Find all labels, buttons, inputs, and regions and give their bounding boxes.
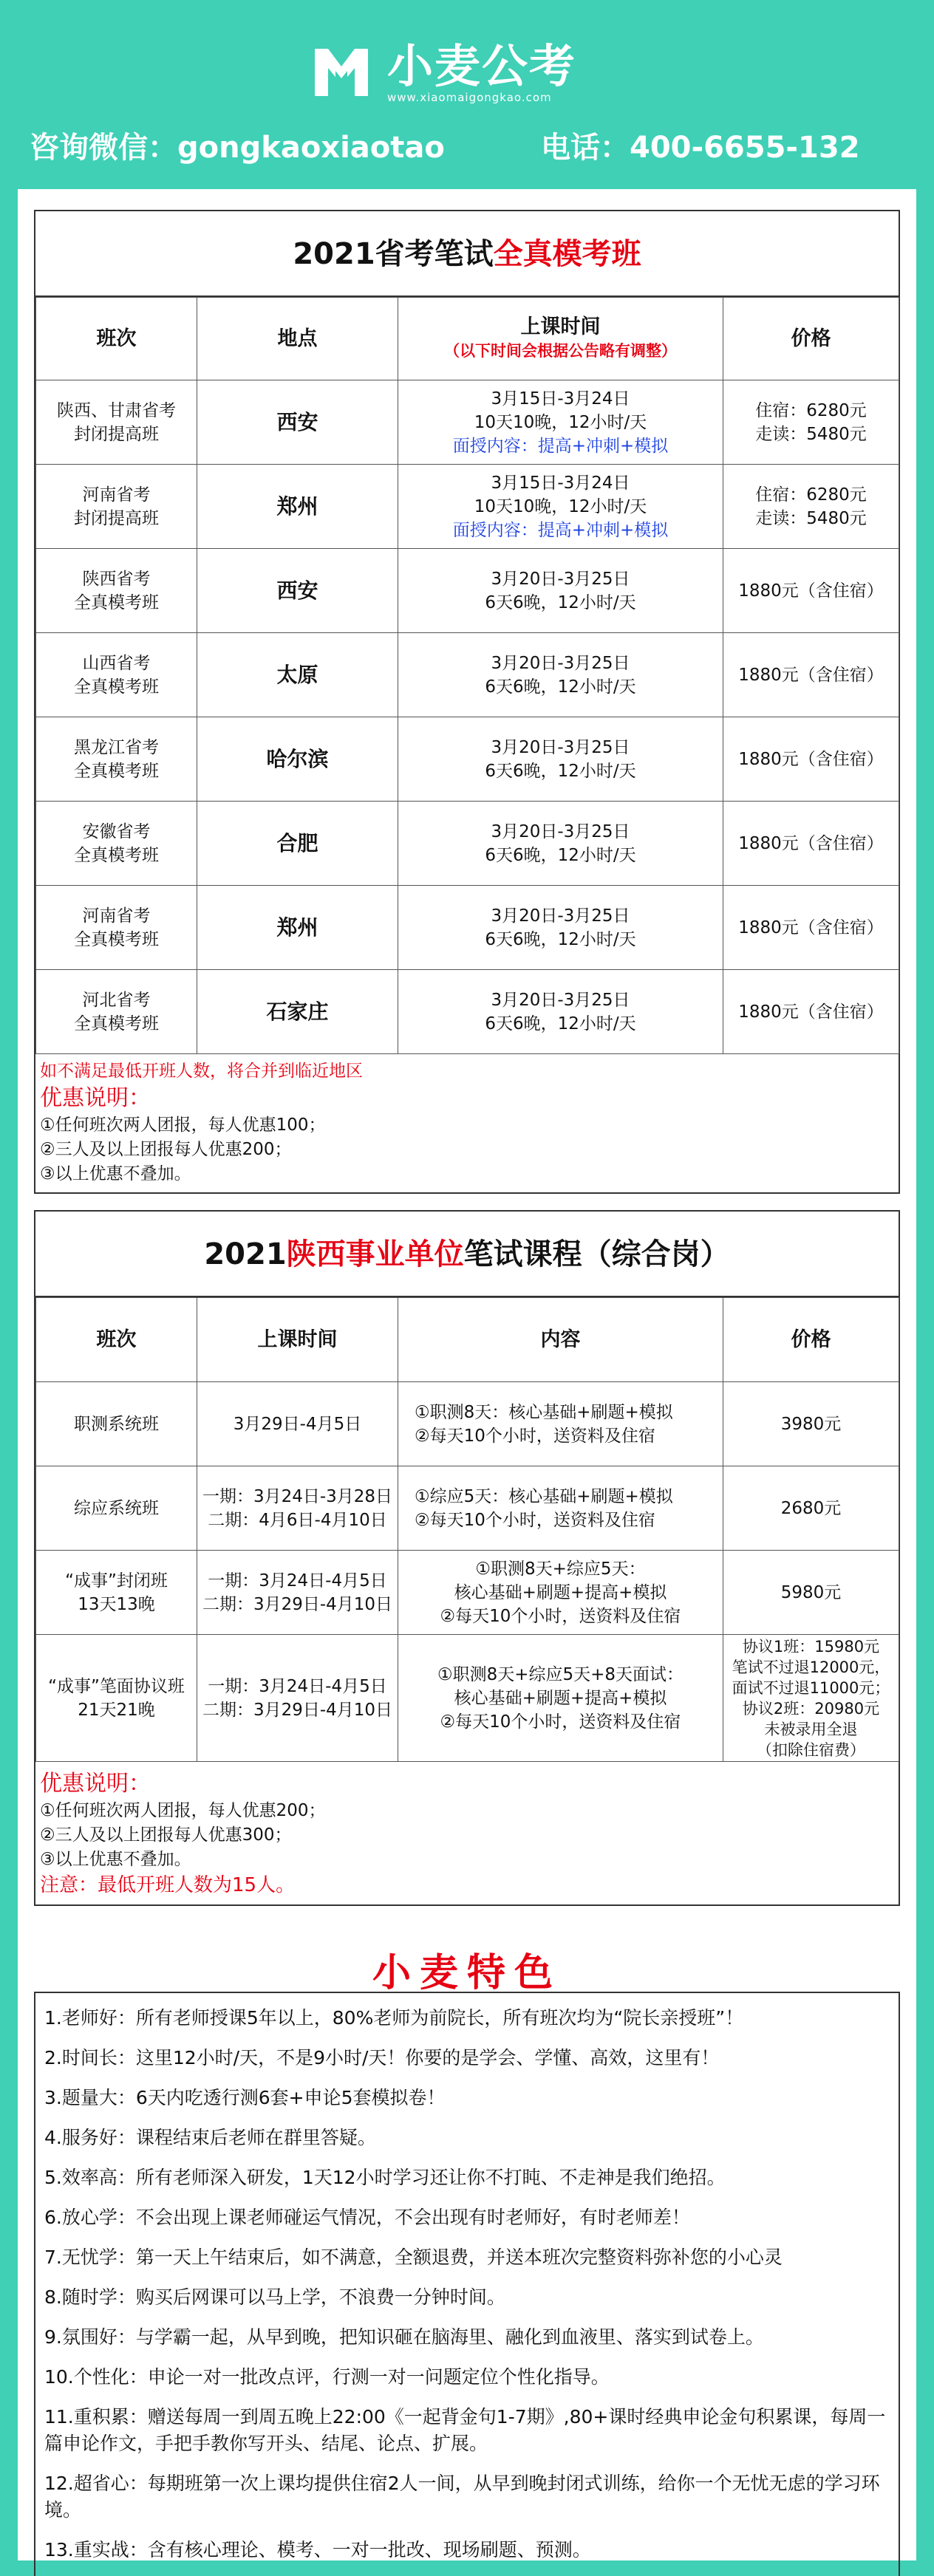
table-cell <box>398 970 723 1054</box>
text-line: 河南省考 <box>82 906 151 926</box>
text-line: 黑龙江省考 <box>74 737 159 757</box>
text-line: 全真模考班 <box>74 677 159 697</box>
text-line: 未被录用全退 <box>764 1720 858 1738</box>
table-cell <box>398 1635 723 1762</box>
text-line: ①职测8天+综应5天： <box>475 1559 646 1579</box>
text-line: 13天13晚 <box>78 1594 155 1614</box>
discount-item: ②三人及以上团报每人优惠300； <box>40 1825 292 1845</box>
table-header-row <box>36 1298 899 1382</box>
table-row <box>36 886 899 970</box>
table-cell <box>36 380 197 465</box>
text-line: 面授内容：提高+冲刺+模拟 <box>452 520 669 540</box>
content-sheet <box>18 189 916 2560</box>
text-line: 3月20日-3月25日 <box>491 990 630 1010</box>
text-line: 6天6晚，12小时/天 <box>485 929 636 949</box>
table-cell: 3980元 <box>723 1382 899 1466</box>
text-line: ②每天10个小时，送资料及住宿 <box>415 1426 655 1446</box>
text-line: 协议2班：20980元 <box>742 1699 880 1718</box>
text-line: 山西省考 <box>82 653 151 673</box>
features-title: 小麦特色 <box>372 1951 562 1995</box>
table-cell: 综应系统班 <box>36 1466 197 1551</box>
phone-contact: 电话：400-6655-132 <box>541 131 860 165</box>
table-cell: 职测系统班 <box>36 1382 197 1466</box>
feature-item: 1.老师好：所有老师授课5年以上，80%老师为前院长，所有班次均为“院长亲授班”！ <box>44 2007 744 2029</box>
table-cell: 太原 <box>197 633 398 717</box>
table-header-row <box>36 298 899 380</box>
text-line: 封闭提高班 <box>74 424 159 444</box>
discount-title: 优惠说明： <box>40 1771 151 1797</box>
text-line: 一期：3月24日-4月5日 <box>208 1571 387 1591</box>
table-cell <box>398 886 723 970</box>
text-line: 3月20日-3月25日 <box>491 569 630 589</box>
text-line: 全真模考班 <box>74 929 159 949</box>
table-row <box>36 1382 899 1466</box>
discount-item: ②三人及以上团报每人优惠200； <box>40 1140 292 1159</box>
table-cell <box>36 1635 197 1762</box>
text-line: 一期：3月24日-4月5日 <box>208 1676 387 1696</box>
mock-class-title <box>35 211 899 297</box>
table-cell <box>36 802 197 886</box>
table-cell <box>398 1382 723 1466</box>
text-line: 面试不过退11000元； <box>732 1678 890 1697</box>
table-cell <box>723 1635 899 1762</box>
text-line: 陕西省考 <box>82 569 151 589</box>
text-line: ②每天10个小时，送资料及住宿 <box>440 1712 681 1732</box>
text-line: 3月15日-3月24日 <box>491 473 630 493</box>
text-line: （扣除住宿费） <box>757 1740 865 1759</box>
feature-item: 13.重实战：含有核心理论、模考、一对一批改、现场刷题、预测。 <box>44 2539 591 2560</box>
table-cell <box>398 717 723 802</box>
table-cell <box>197 1466 398 1551</box>
table-cell <box>398 1466 723 1551</box>
feature-item: 8.随时学：购买后网课可以马上学，不浪费一分钟时间。 <box>44 2286 505 2308</box>
text-line: 6天6晚，12小时/天 <box>485 677 636 697</box>
text-line: “成事”封闭班 <box>65 1571 168 1591</box>
table-row <box>36 1551 899 1635</box>
table-cell: 1880元（含住宿） <box>723 886 899 970</box>
discount-item: ③以上优惠不叠加。 <box>40 1850 191 1869</box>
min-class-warning: 注意：最低开班人数为15人。 <box>40 1874 296 1896</box>
feature-item: 3.题量大：6天内吃透行测6套+申论5套模拟卷！ <box>44 2087 446 2108</box>
text-line: ①职测8天+综应5天+8天面试： <box>437 1664 684 1684</box>
table-cell: 2680元 <box>723 1466 899 1551</box>
merge-warning: 如不满足最低开班人数，将合并到临近地区 <box>40 1062 363 1081</box>
table-cell <box>398 802 723 886</box>
shaanxi-section <box>34 1210 900 1906</box>
text-line: 3月20日-3月25日 <box>491 737 630 757</box>
table-row <box>36 465 899 549</box>
text-line: ①职测8天：核心基础+刷题+模拟 <box>415 1402 673 1422</box>
table-cell <box>36 633 197 717</box>
table-cell <box>36 465 197 549</box>
feature-item: 4.服务好：课程结束后老师在群里答疑。 <box>44 2127 376 2148</box>
text-line: 2021 <box>204 1237 287 1271</box>
table-cell <box>36 1551 197 1635</box>
wheat-logo-icon <box>310 41 372 103</box>
text-line: “成事”笔面协议班 <box>48 1676 185 1696</box>
table-cell <box>197 1551 398 1635</box>
table-cell <box>398 1551 723 1635</box>
mock-class-table <box>35 297 899 1054</box>
feature-item: 5.效率高：所有老师深入研发，1天12小时学习还让你不打盹、不走神是我们绝招。 <box>44 2167 726 2188</box>
text-line: 21天21晚 <box>78 1700 155 1720</box>
text-line: 10天10晚，12小时/天 <box>474 496 647 516</box>
table-cell <box>398 380 723 465</box>
table-cell: 3月29日-4月5日 <box>197 1382 398 1466</box>
text-line: 10天10晚，12小时/天 <box>474 412 647 432</box>
table-cell: 西安 <box>197 380 398 465</box>
text-line: 住宿：6280元 <box>755 400 867 420</box>
text-line: 核心基础+刷题+提高+模拟 <box>454 1582 667 1602</box>
col-price: 价格 <box>723 298 899 380</box>
table-row <box>36 717 899 802</box>
text-line: 全真模考班 <box>74 845 159 865</box>
text-line: 全真模考班 <box>74 761 159 781</box>
discount-item: ③以上优惠不叠加。 <box>40 1164 191 1183</box>
text-line: ②每天10个小时，送资料及住宿 <box>415 1510 655 1530</box>
text-line: 6天6晚，12小时/天 <box>485 761 636 781</box>
table-cell <box>197 1635 398 1762</box>
table-cell: 1880元（含住宿） <box>723 633 899 717</box>
feature-item: 10.个性化：申论一对一批改点评，行测一对一问题定位个性化指导。 <box>44 2366 610 2388</box>
page-header <box>0 0 934 192</box>
column-header: 内容 <box>398 1298 723 1382</box>
text-line: 河北省考 <box>82 990 151 1010</box>
table-cell <box>398 633 723 717</box>
text-line: ①综应5天：核心基础+刷题+模拟 <box>415 1486 673 1506</box>
shaanxi-table <box>35 1297 899 1762</box>
feature-item: 6.放心学：不会出现上课老师碰运气情况，不会出现有时老师好，有时老师差！ <box>44 2207 690 2228</box>
table-cell: 1880元（含住宿） <box>723 970 899 1054</box>
table-row <box>36 380 899 465</box>
table-cell <box>36 717 197 802</box>
table-cell: 西安 <box>197 549 398 633</box>
table-cell <box>398 549 723 633</box>
brand-name: 小麦公考 <box>387 39 577 93</box>
table-row <box>36 633 899 717</box>
wechat-contact: 咨询微信：gongkaoxiaotao <box>30 131 445 165</box>
table-cell: 郑州 <box>197 465 398 549</box>
text-line: 二期：4月6日-4月10日 <box>208 1510 387 1530</box>
table-cell: 郑州 <box>197 886 398 970</box>
feature-item: 2.时间长：这里12小时/天，不是9小时/天！你要的是学会、学懂、高效，这里有！ <box>44 2047 720 2068</box>
text-line: 二期：3月29日-4月10日 <box>202 1700 393 1720</box>
table-row <box>36 1635 899 1762</box>
text-line: 陕西、甘肃省考 <box>57 400 176 420</box>
table-cell: 5980元 <box>723 1551 899 1635</box>
time-note: （以下时间会根据公告略有调整） <box>444 341 677 360</box>
text-line: 二期：3月29日-4月10日 <box>202 1594 393 1614</box>
column-header: 上课时间 <box>197 1298 398 1382</box>
feature-item: 7.无忧学：第一天上午结束后，如不满意，全额退费，并送本班次完整资料弥补您的小心灵 <box>44 2247 783 2268</box>
table-cell: 1880元（含住宿） <box>723 549 899 633</box>
text-line: 协议1班：15980元 <box>742 1637 880 1656</box>
shaanxi-notes <box>35 1762 899 1904</box>
text-line: 封闭提高班 <box>74 508 159 528</box>
text-line: 上课时间 <box>520 315 601 338</box>
mock-class-section <box>34 210 900 1194</box>
text-line: 河南省考 <box>82 485 151 505</box>
brand-url: www.xiaomaigongkao.com <box>387 91 552 104</box>
table-cell: 哈尔滨 <box>197 717 398 802</box>
text-line: 3月15日-3月24日 <box>491 389 630 409</box>
text-line: 陕西事业单位 <box>286 1237 464 1271</box>
feature-item: 12.超省心：每期班第一次上课均提供住宿2人一间，从早到晚封闭式训练，给你一个无忧无虑的学习环境。 <box>44 2473 880 2521</box>
table-cell: 石家庄 <box>197 970 398 1054</box>
discount-item: ①任何班次两人团报，每人优惠200； <box>40 1801 326 1820</box>
column-header: 班次 <box>36 1298 197 1382</box>
table-cell <box>723 380 899 465</box>
discount-item: ①任何班次两人团报，每人优惠100； <box>40 1116 326 1135</box>
table-cell <box>398 465 723 549</box>
shaanxi-title <box>35 1212 899 1297</box>
text-line: ②每天10个小时，送资料及住宿 <box>440 1606 681 1626</box>
table-cell: 合肥 <box>197 802 398 886</box>
discount-title: 优惠说明： <box>40 1085 151 1111</box>
col-class: 班次 <box>36 298 197 380</box>
table-cell: 1880元（含住宿） <box>723 802 899 886</box>
text-line: 走读：5480元 <box>755 424 867 444</box>
text-line: 全真模考班 <box>74 1014 159 1034</box>
table-row <box>36 549 899 633</box>
table-row <box>36 802 899 886</box>
text-line: 3月20日-3月25日 <box>491 653 630 673</box>
text-line: 3月20日-3月25日 <box>491 906 630 926</box>
table-cell <box>36 549 197 633</box>
table-cell <box>36 970 197 1054</box>
col-time <box>398 298 723 380</box>
text-line: 核心基础+刷题+提高+模拟 <box>454 1688 667 1708</box>
brand-logo <box>310 35 576 109</box>
text-line: 全真模考班 <box>493 237 641 271</box>
table-cell: 1880元（含住宿） <box>723 717 899 802</box>
text-line: 一期：3月24日-3月28日 <box>202 1486 393 1506</box>
table-cell <box>723 465 899 549</box>
text-line: 全真模考班 <box>74 592 159 612</box>
col-place: 地点 <box>197 298 398 380</box>
mock-class-notes <box>35 1054 899 1192</box>
text-line: 6天6晚，12小时/天 <box>485 1014 636 1034</box>
column-header: 价格 <box>723 1298 899 1382</box>
features-list <box>34 1992 900 2576</box>
text-line: 安徽省考 <box>82 821 151 841</box>
text-line: 笔试课程（综合岗） <box>463 1237 730 1271</box>
text-line: 走读：5480元 <box>755 508 867 528</box>
table-row <box>36 970 899 1054</box>
text-line: 6天6晚，12小时/天 <box>485 845 636 865</box>
text-line: 3月20日-3月25日 <box>491 821 630 841</box>
text-line: 2021省考笔试 <box>293 237 494 271</box>
feature-item: 9.氛围好：与学霸一起，从早到晚，把知识砸在脑海里、融化到血液里、落实到试卷上。 <box>44 2326 764 2348</box>
table-cell <box>36 886 197 970</box>
text-line: 住宿：6280元 <box>755 485 867 505</box>
text-line: 6天6晚，12小时/天 <box>485 592 636 612</box>
text-line: 笔试不过退12000元， <box>732 1658 890 1676</box>
text-line: 面授内容：提高+冲刺+模拟 <box>452 436 669 456</box>
feature-item: 11.重积累：赠送每周一到周五晚上22:00《一起背金句1-7期》,80+课时经典申论金句积累课，每周一篇申论作文，手把手教你写开头、结尾、论点、扩展。 <box>44 2406 886 2454</box>
table-row <box>36 1466 899 1551</box>
